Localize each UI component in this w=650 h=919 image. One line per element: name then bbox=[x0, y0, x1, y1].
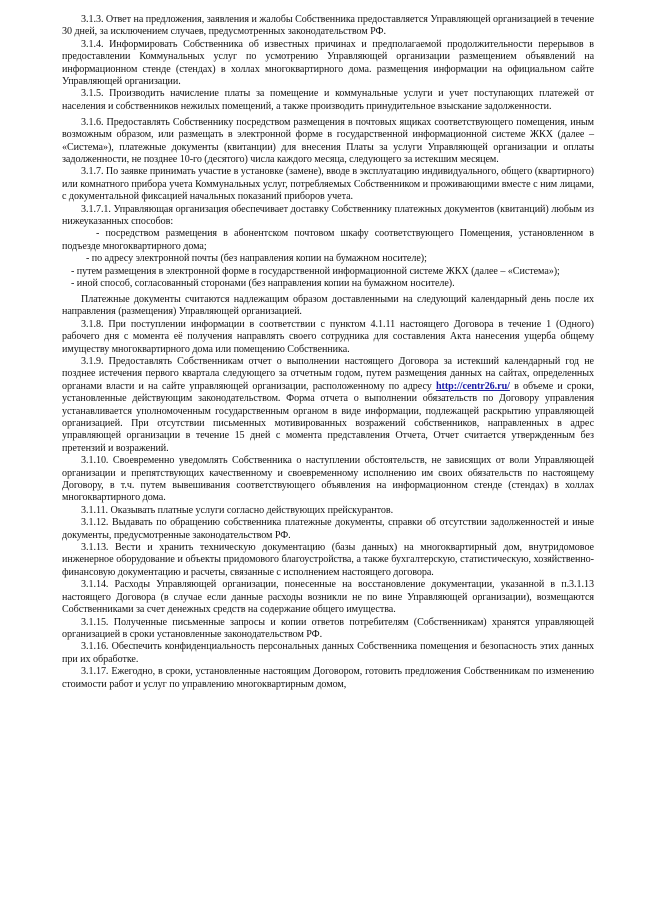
payment-documents-note: Платежные документы считаются надлежащим образом доставленными на следующий календарный день после их направления (размещения) Управляющей организацией. bbox=[62, 293, 594, 318]
clause-3-1-5: 3.1.5. Производить начисление платы за помещение и коммунальные услуги и учет поступающих платежей от населения и собственников нежилых помещений, а также производить принудительное взыскание задолженности. bbox=[62, 88, 594, 112]
clause-3-1-3: 3.1.3. Ответ на предложения, заявления и жалобы Собственника предоставляется Управляющей организацией в течение 30 дней, за исключением случаев, предусмотренных законодательством РФ. bbox=[62, 14, 594, 38]
clause-3-1-9 bbox=[62, 356, 594, 455]
clause-3-1-8: 3.1.8. При поступлении информации в соответствии с пунктом 4.1.11 настоящего Договора в течение 1 (Одного) рабочего дня с момента её получения направлять своего сотрудника для составления Акта нанесения ущерба общему имуществу многоквартирного дома или помещению Собственника. bbox=[62, 318, 594, 355]
clause-3-1-7: 3.1.7. По заявке принимать участие в установке (замене), вводе в эксплуатацию индивидуального, общего (квартирного) или комнатного прибора учета Коммунальных услуг, потребляемых Собственником и проживающими вместе с ним лицами, с документальной фиксацией начальных показаний приборов учета. bbox=[62, 166, 594, 203]
clause-3-1-13: 3.1.13. Вести и хранить техническую документацию (базы данных) на многоквартирный дом, внутридомовое инженерное оборудование и объекты придомового благоустройства, а также бухгалтерскую, статистическую, хозяйственно-финансовую документацию и расчеты, связанные с исполнением настоящего договора. bbox=[62, 542, 594, 578]
clause-3-1-4: 3.1.4. Информировать Собственника об известных причинах и предполагаемой продолжительности перерывов в предоставлении Коммунальных услуг по усмотрению Управляющей организации размещением объявлений на информационном стенде (стендах) в холлах многоквартирного дома. размещения информации на официальном сайте Управляющей организации. bbox=[62, 38, 594, 88]
clause-3-1-11: 3.1.11. Оказывать платные услуги согласно действующих прейскурантов. bbox=[81, 504, 394, 516]
company-website-link[interactable]: http://centr26.ru/ bbox=[435, 380, 510, 392]
clause-3-1-10: 3.1.10. Своевременно уведомлять Собственника о наступлении обстоятельств, не зависящих от воли Управляющей организации и препятствующих качественному и своевременному исполнению им своих обязательств по настоящему Договору, в т.ч. путем вывешивания соответствующего объявления на информационном стенде (стендах) в холлах многоквартирного дома. bbox=[62, 455, 594, 504]
clause-3-1-9-text-start: 3.1.9. Предоставлять Собственникам отчет о выполнении настоящего Договора за истекший календарный год не позднее истечения первого квартала следующего за отчетным годом, путем размещения данных на сайтах, определенных органами власти и на сайте управляющей организации, расположенному по адресу bbox=[62, 355, 594, 392]
clause-3-1-17: 3.1.17. Ежегодно, в сроки, установленные настоящим Договором, готовить предложения Собственникам по изменению стоимости работ и услуг по управлению многоквартирным домом, bbox=[62, 666, 594, 690]
delivery-option-email: - по адресу электронной почты (без направления копии на бумажном носителе); bbox=[86, 253, 427, 265]
delivery-option-system: - путем размещения в электронной форме в государственной информационной системе ЖКХ (далее – «Система»); bbox=[71, 265, 560, 277]
clause-3-1-16: 3.1.16. Обеспечить конфиденциальность персональных данных Собственника помещения и безопасность этих данных при их обработке. bbox=[62, 641, 594, 665]
clause-3-1-14: 3.1.14. Расходы Управляющей организации, понесенные на восстановление документации, указанной в п.3.1.13 настоящего Договора (в случае если данные расходы возникли не по вине Управляющей организации), возмещаются Собственниками за счет денежных средств на содержание общего имущества. bbox=[62, 579, 594, 616]
clause-3-1-9-text-end: в объеме и сроки, установленные действующим законодательством. Форма отчета о выполнении обязательств по Договору управления устанавливается уполномоченным государственным органом в виде информации, подлежащей раскрытию управляющей организацией. При отсутствии письменных мотивированных возражений собственников, направленных в адрес управляющей организации в течение 15 дней с момента представления Отчета, Отчет считается утвержденным без претензий и возражений. bbox=[62, 380, 594, 454]
clause-3-1-15: 3.1.15. Полученные письменные запросы и копии ответов потребителям (Собственникам) хранятся управляющей организацией в сроки установленные законодательством РФ. bbox=[62, 616, 594, 640]
clause-3-1-7-1: 3.1.7.1. Управляющая организация обеспечивает доставку Собственнику платежных документов (квитанций) любым из нижеуказанных способов: bbox=[62, 203, 594, 227]
delivery-option-other: - иной способ, согласованный сторонами (без направления копии на бумажном носителе). bbox=[71, 278, 455, 290]
clause-3-1-12: 3.1.12. Выдавать по обращению собственника платежные документы, справки об отсутствии задолженностей и иные документы, предусмотренные законодательством РФ. bbox=[62, 517, 594, 541]
delivery-option-mailbox: - посредством размещения в абонентском почтовом шкафу соответствующего Помещения, установленном в подъезде многоквартирного дома; bbox=[62, 228, 594, 252]
clause-3-1-6: 3.1.6. Предоставлять Собственнику посредством размещения в почтовых ящиках соответствующего помещения, иным возможным образом, или размещать в электронной форме в государственной информационной системе ЖКХ (далее – «Система»), платежные документы (квитанции) для внесения Платы за услуги Управляющей организации и оплаты задолженности, не позднее 10-го (десятого) числа каждого месяца, следующего за истекшим месяцем. bbox=[62, 116, 594, 165]
